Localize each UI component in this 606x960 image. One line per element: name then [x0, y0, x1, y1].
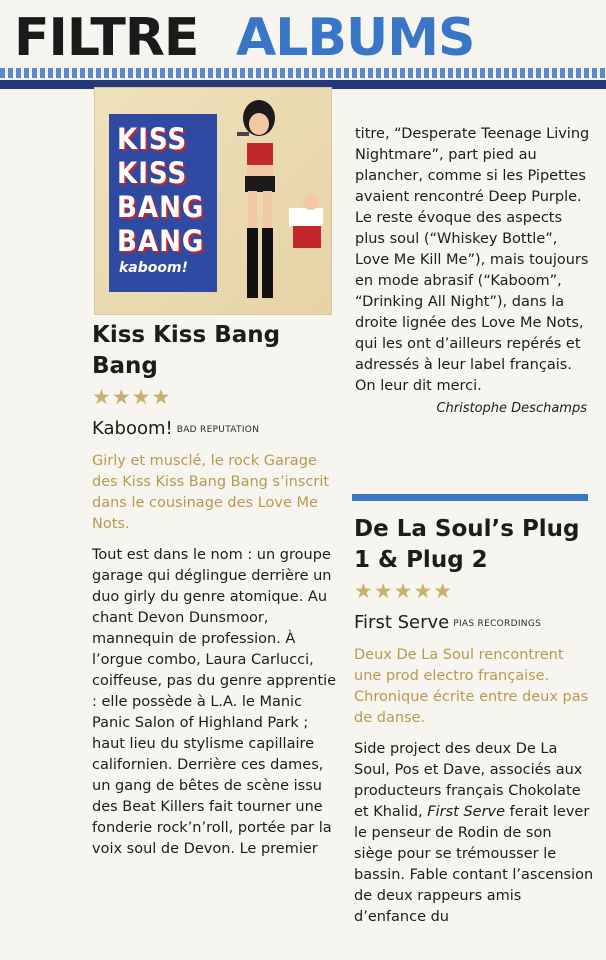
album-cover: [95, 88, 331, 314]
review-body-text: Side project des deux De La Soul, Pos et Dave, associés aux producteurs français Chokolate et Khalid,: [354, 741, 583, 820]
review-lede: Deux De La Soul rencontrent une prod electro française. Chronique écrite entre deux pas de danse.: [354, 647, 589, 726]
record-label: PIAS RECORDINGS: [453, 619, 542, 629]
cover-text-line: BANG: [117, 224, 205, 258]
cover-text-line: KISS: [117, 156, 188, 190]
header-title-albums: ALBUMS: [236, 8, 475, 68]
review-lede: Girly et musclé, le rock Garage des Kiss Kiss Bang Bang s’inscrit dans le cousinage des Love Me Nots.: [92, 453, 330, 532]
cover-illustration: [207, 88, 331, 314]
album-title: De La Soul’s Plug 1 & Plug 2: [354, 516, 580, 573]
record-label: BAD REPUTATION: [176, 425, 260, 435]
review-body: [354, 739, 594, 928]
review-author: Christophe Deschamps: [436, 401, 587, 416]
artist-name: Kaboom!: [92, 418, 173, 439]
header-title-filtre: FILTRE: [14, 8, 199, 68]
rating-stars: ★★★★: [92, 385, 172, 409]
review-body-continued: titre, “Desperate Teenage Living Nightmare”, part pied au plancher, comme si les Pipettes avaient rencontré Deep Purple. Le reste évoque des aspects plus soul (“Whiskey Bottle”, Love Me Kill Me”), mais toujours en mode abrasif (“Kaboom”, “Drinking All Night”), dans la droite lignée des Love Me Nots, qui les ont d’ailleurs repérés et adressés à leur label français. On leur dit merci.: [355, 126, 590, 394]
rating-stars: ★★★★★: [354, 579, 454, 603]
album-title: Kiss Kiss Bang Bang: [92, 322, 281, 379]
cover-logo: kaboom!: [119, 260, 188, 276]
review-column-right: [355, 124, 595, 419]
review-body: Tout est dans le nom : un groupe garage qui déglingue derrière un duo girly du genre atomique. Au chant Devon Dunsmoor, mannequin de profession. À l’orgue combo, Laura Carlucci, coiffeuse, pas du genre apprentie : elle possède à L.A. le Manic Panic Salon of Highland Park ; haut lieu du stylisme capillaire californien. Derrière ces dames, un gang de bêtes de scène issu des Beat Killers fait tourner une fonderie rock’n’roll, portée par la voix soul de Devon. Le premier: [92, 547, 337, 857]
artist-line: [92, 416, 344, 443]
artist-name: First Serve: [354, 612, 450, 633]
section-divider-bar: [352, 494, 588, 501]
review-column-left: [92, 320, 344, 860]
section-header: [0, 0, 606, 80]
album-title-inline: First Serve: [427, 804, 506, 820]
artist-line: [354, 610, 594, 637]
cover-text-line: BANG: [117, 190, 205, 224]
cover-text-line: KISS: [117, 122, 188, 156]
header-dotted-rule: [0, 68, 606, 78]
review-body-text: ferait lever le penseur de Rodin de son siège pour se trémousser le bassin. Fable contant l’ascension de deux rappeurs amis d’enfance du: [354, 804, 594, 925]
review-column-second: [354, 514, 594, 928]
